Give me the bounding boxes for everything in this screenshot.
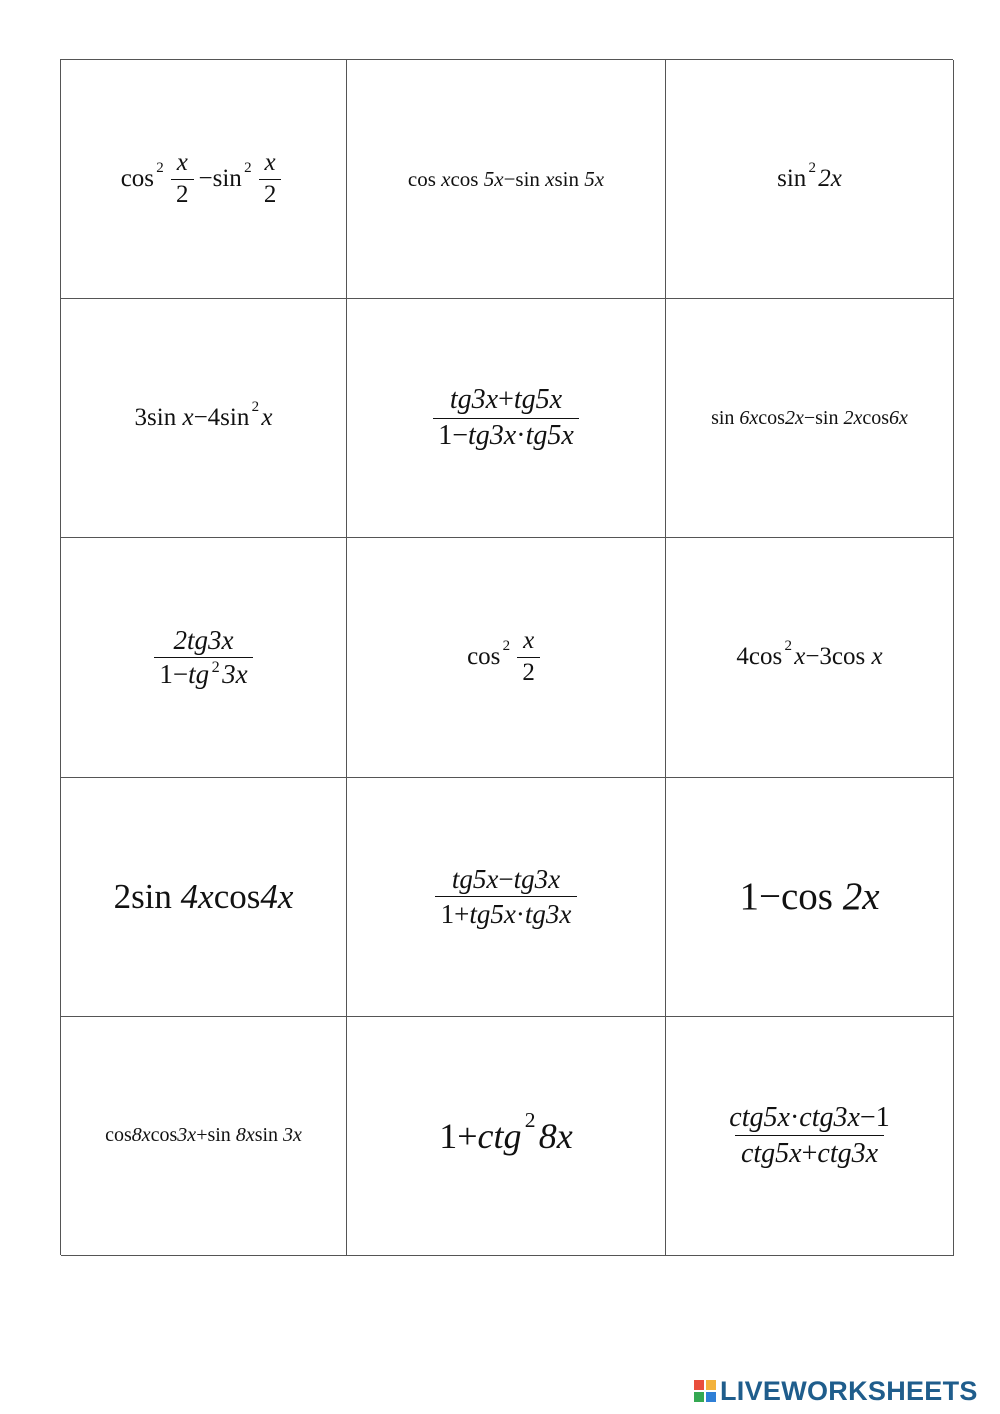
- token: ctg5x: [729, 1101, 790, 1133]
- token: cos: [748, 643, 783, 671]
- token: ctg5x: [740, 1137, 802, 1169]
- card-grid: [60, 59, 953, 1255]
- token: 2: [524, 1108, 536, 1133]
- token: 5x: [584, 166, 605, 191]
- card-r3c1: [61, 538, 347, 777]
- token: 2: [251, 399, 260, 416]
- token: x: [545, 166, 555, 191]
- card-r3c3: [666, 538, 954, 777]
- token: tg5x: [469, 898, 516, 929]
- token: 2: [113, 876, 132, 916]
- card-r5c2: [347, 1017, 666, 1256]
- token: x: [441, 166, 451, 191]
- token: sin: [777, 165, 807, 193]
- token: 2: [517, 657, 540, 688]
- token: ·: [515, 898, 525, 929]
- token: cos: [105, 1124, 132, 1147]
- token: +: [801, 1137, 818, 1169]
- token: 2x: [842, 875, 880, 919]
- token: 2x: [784, 406, 804, 429]
- token: sin: [131, 876, 172, 916]
- token: −: [452, 420, 469, 452]
- card-r2c2: [347, 299, 666, 538]
- token: tg3x: [449, 384, 499, 416]
- token: x: [794, 643, 806, 671]
- token: 1: [875, 1101, 890, 1133]
- token: 1: [159, 659, 173, 690]
- token: 2: [244, 160, 252, 177]
- token: 1: [438, 420, 453, 452]
- token: cos: [862, 406, 890, 429]
- token: x: [523, 626, 535, 654]
- token: x: [264, 148, 276, 176]
- token: 4x: [260, 876, 294, 916]
- token: −: [758, 875, 781, 919]
- token: x: [261, 404, 273, 432]
- card-r1c3: [666, 60, 954, 299]
- card-r4c2: [347, 778, 666, 1017]
- token: tg5x: [513, 384, 563, 416]
- token: 3x: [177, 1124, 197, 1147]
- token: −: [859, 1101, 876, 1133]
- token: 8x: [538, 1115, 573, 1156]
- token: cos: [120, 165, 155, 193]
- token: −: [503, 166, 516, 191]
- token: 1: [739, 875, 759, 919]
- card-r5c3: [666, 1017, 954, 1256]
- token: 1: [439, 1115, 458, 1156]
- token: 2tg3x: [173, 624, 234, 655]
- token: sin: [815, 406, 839, 429]
- token: 2: [171, 179, 194, 210]
- card-r5c1: [61, 1017, 347, 1256]
- token: +: [498, 384, 514, 416]
- card-r3c2: [347, 538, 666, 777]
- card-r1c1: [61, 60, 347, 299]
- token: 3x: [283, 1124, 302, 1147]
- token: tg5x: [525, 420, 574, 452]
- token: +: [196, 1124, 208, 1147]
- token: sin: [515, 166, 540, 191]
- token: tg3x: [524, 898, 572, 929]
- token: −: [193, 404, 208, 432]
- token: sin: [554, 166, 580, 191]
- token: tg3x: [513, 863, 561, 894]
- token: 2x: [843, 406, 863, 429]
- token: 8x: [131, 1124, 151, 1147]
- token: tg5x: [451, 863, 499, 894]
- token: 3: [134, 404, 148, 432]
- token: −: [498, 863, 514, 894]
- card-r2c3: [666, 299, 954, 538]
- token: sin: [254, 1124, 279, 1147]
- token: sin: [212, 165, 242, 193]
- token: −: [805, 643, 820, 671]
- token: 6x: [889, 406, 908, 429]
- token: −: [172, 659, 189, 690]
- token: x: [871, 643, 883, 671]
- token: cos: [407, 166, 436, 191]
- card-r1c2: [347, 60, 666, 299]
- token: 5x: [483, 166, 504, 191]
- token: tg3x: [468, 420, 517, 452]
- token: 2: [156, 160, 164, 177]
- token: 3x: [222, 659, 248, 690]
- card-r2c1: [61, 299, 347, 538]
- token: 2: [808, 160, 817, 177]
- token: cos: [780, 875, 833, 919]
- token: cos: [758, 406, 785, 429]
- token: cos: [467, 643, 501, 671]
- token: 2: [211, 657, 220, 676]
- token: x: [176, 148, 188, 176]
- token: cos: [213, 876, 261, 916]
- token: −: [803, 406, 816, 429]
- token: 4x: [180, 876, 214, 916]
- token: cos: [831, 643, 866, 671]
- token: tg: [188, 659, 210, 690]
- token: 2: [784, 638, 792, 655]
- token: 1: [440, 898, 455, 929]
- token: 2: [502, 638, 511, 655]
- card-r4c3: [666, 778, 954, 1017]
- token: x: [182, 404, 194, 432]
- logo-icon: [694, 1380, 716, 1402]
- token: sin: [220, 404, 250, 432]
- token: 2x: [818, 165, 842, 193]
- token: 8x: [235, 1124, 255, 1147]
- token: +: [457, 1115, 478, 1156]
- token: sin: [207, 1124, 231, 1147]
- token: cos: [150, 1124, 178, 1147]
- token: 3: [819, 643, 832, 671]
- logo-text: LIVEWORKSHEETS: [720, 1375, 978, 1406]
- token: ctg: [477, 1115, 522, 1156]
- token: +: [454, 898, 470, 929]
- token: ·: [789, 1101, 800, 1133]
- token: sin: [147, 404, 177, 432]
- card-r4c1: [61, 778, 347, 1017]
- token: ctg3x: [799, 1101, 860, 1133]
- token: sin: [711, 406, 735, 429]
- token: ·: [516, 420, 526, 452]
- token: 4: [736, 643, 749, 671]
- token: 6x: [739, 406, 759, 429]
- token: ctg3x: [817, 1137, 879, 1169]
- token: cos: [450, 166, 479, 191]
- token: 4: [207, 404, 221, 432]
- token: −: [198, 165, 213, 193]
- token: 2: [259, 179, 282, 210]
- liveworksheets-logo: [694, 1376, 978, 1406]
